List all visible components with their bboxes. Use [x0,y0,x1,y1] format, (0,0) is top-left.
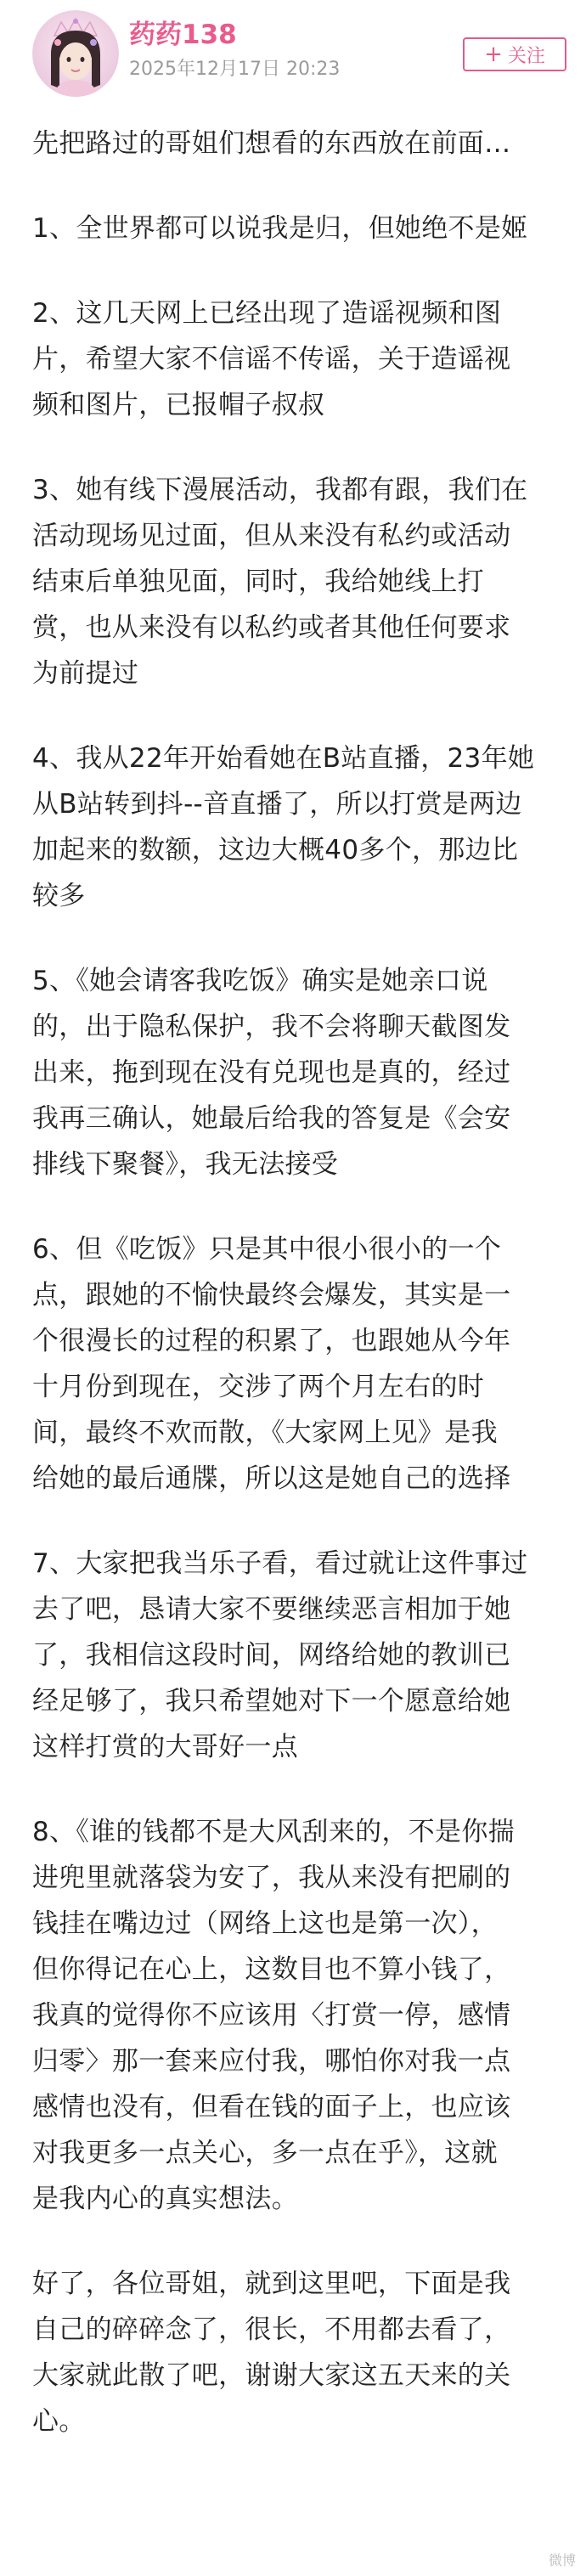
paragraph-line: 7、大家把我当乐子看，看过就让这件事过 [32,1548,528,1579]
paragraph-line: 先把路过的哥姐们想看的东西放在前面… [32,128,511,159]
paragraph-line: 活动现场见过面，但从来没有私约或活动 [32,521,511,551]
paragraph-line: 十月份到现在，交涉了两个月左右的时 [32,1372,485,1402]
paragraph-2 [32,290,576,428]
paragraph-5 [32,958,576,1187]
paragraph-line: 但你得记在心上，这数目也不算小钱了， [32,1954,511,1985]
paragraph-6 [32,1226,576,1502]
paragraph-line: 4、我从22年开始看她在B站直播，23年她 [32,743,535,774]
paragraph-line: 2、这几天网上已经出现了造谣视频和图 [32,298,502,329]
paragraph-line: 了，我相信这段时间，网络给她的教训已 [32,1640,511,1671]
paragraph-line: 频和图片，已报帽子叔叔 [32,390,325,420]
paragraph-line: 给她的最后通牒，所以这是她自己的选择 [32,1463,511,1494]
paragraph-line: 5、《她会请客我吃饭》确实是她亲口说 [32,966,488,996]
follow-button[interactable] [463,37,566,71]
paragraph-line: 1、全世界都可以说我是归，但她绝不是姬 [32,213,528,244]
post-timestamp: 2025年12月17日 20:23 [129,59,341,80]
paragraph-line: 从B站转到抖--音直播了，所以打赏是两边 [32,789,522,820]
paragraph-line: 的，出于隐私保护，我不会将聊天截图发 [32,1012,511,1042]
paragraph-line: 片，希望大家不信谣不传谣，关于造谣视 [32,344,511,375]
follow-button-label: 关注 [507,45,545,67]
paragraph-line: 这样打赏的大哥好一点 [32,1732,298,1762]
paragraph-line: 我再三确认，她最后给我的答复是《会安 [32,1103,511,1134]
paragraph-line: 大家就此散了吧，谢谢大家这五天来的关 [32,2360,511,2391]
paragraph-line: 点，跟她的不愉快最终会爆发，其实是一 [32,1280,511,1311]
paragraph-line: 6、但《吃饭》只是其中很小很小的一个 [32,1234,502,1265]
paragraph-line: 结束后单独见面，同时，我给她线上打 [32,566,485,597]
paragraph-line: 排线下聚餐》，我无法接受 [32,1149,339,1180]
paragraph-line: 我真的觉得你不应该用〈打赏一停，感情 [32,2000,511,2031]
paragraph-line: 赏，也从来没有以私约或者其他任何要求 [32,612,511,643]
paragraph-line: 经足够了，我只希望她对下一个愿意给她 [32,1686,511,1716]
paragraph-line: 间，最终不欢而散，《大家网上见》是我 [32,1418,498,1448]
paragraph-line: 进兜里就落袋为安了，我从来没有把刷的 [32,1863,511,1893]
username[interactable]: 药药138 [129,20,237,50]
paragraph-8 [32,1809,576,2222]
paragraph-line: 对我更多一点关心，多一点在乎》，这就 [32,2138,498,2168]
paragraph-line: 心。 [32,2406,86,2437]
paragraph-closing [32,2261,576,2444]
paragraph-7 [32,1541,576,1770]
watermark: 微博 [548,2552,576,2568]
paragraph-line: 8、《谁的钱都不是大风刮来的，不是你揣 [32,1817,515,1847]
paragraph-line: 出来，拖到现在没有兑现也是真的，经过 [32,1057,511,1088]
avatar-image-icon [32,10,119,97]
paragraph-line: 3、她有线下漫展活动，我都有跟，我们在 [32,475,528,505]
paragraph-line: 感情也没有，但看在钱的面子上，也应该 [32,2092,511,2122]
post-intro [32,121,576,166]
paragraph-line: 去了吧，恳请大家不要继续恶言相加于她 [32,1594,511,1625]
paragraph-line: 归零〉那一套来应付我，哪怕你对我一点 [32,2046,511,2077]
paragraph-line: 较多 [32,881,86,911]
paragraph-line: 个很漫长的过程的积累了，也跟她从今年 [32,1326,511,1356]
paragraph-line: 自己的碎碎念了，很长，不用都去看了， [32,2314,511,2345]
post-body [32,121,576,2483]
paragraph-line: 好了，各位哥姐，就到这里吧，下面是我 [32,2269,511,2299]
paragraph-1 [32,206,576,251]
paragraph-line: 为前提过 [32,658,139,689]
post-header [0,0,586,93]
paragraph-line: 加起来的数额，这边大概40多个，那边比 [32,835,519,865]
paragraph-4 [32,736,576,919]
plus-icon: + [484,42,503,67]
paragraph-3 [32,467,576,696]
paragraph-line: 钱挂在嘴边过（网络上这也是第一次）， [32,1908,498,1939]
avatar[interactable] [32,10,119,97]
paragraph-line: 是我内心的真实想法。 [32,2184,298,2214]
